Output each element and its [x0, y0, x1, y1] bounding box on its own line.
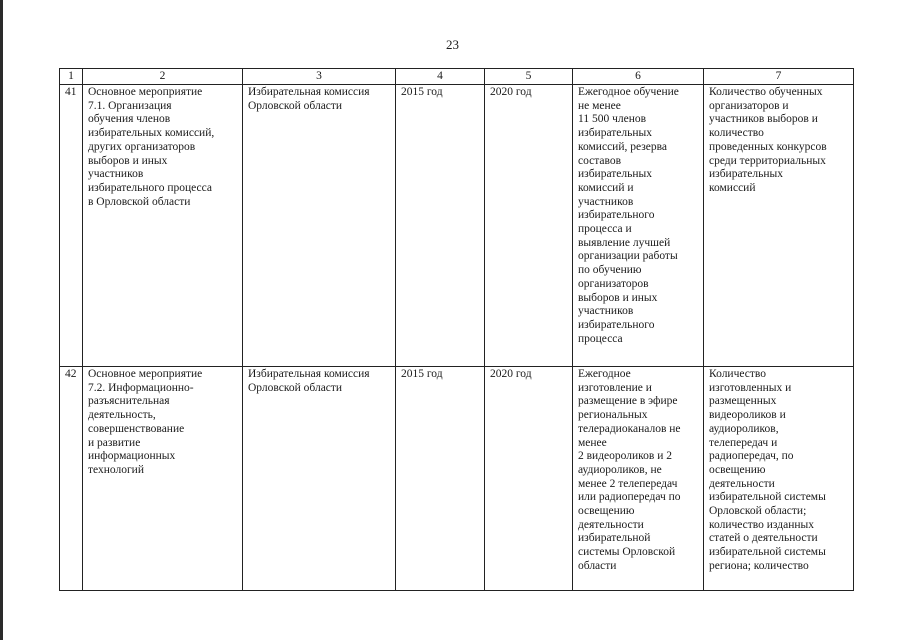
header-col-4: 4 [396, 69, 485, 85]
activity-name-cell: Основное мероприятие 7.1. Организация обучения членов избирательных комиссий, других организаторов выборов и иных участников избирательного процесса в Орловской области [83, 85, 243, 367]
responsible-executor-cell: Избирательная комиссия Орловской области [243, 367, 396, 591]
indicator-cell: Количество изготовленных и размещенных видеороликов и аудиороликов, телепередач и радиопередач, по освещению деятельности избирательной системы Орловской области; количество изданных статей о деятельности избирательной системы региона; количество [704, 367, 854, 591]
table-header-row [60, 69, 854, 85]
header-col-7: 7 [704, 69, 854, 85]
expected-result-cell: Ежегодное изготовление и размещение в эфире региональных телерадиоканалов не менее 2 видеороликов и 2 аудиороликов, не менее 2 телепередач или радиопередач по освещению деятельности избирательной системы Орловской области [573, 367, 704, 591]
end-year-cell: 2020 год [485, 85, 573, 367]
indicator-cell: Количество обученных организаторов и участников выборов и количество проведенных конкурсов среди территориальных избирательных комиссий [704, 85, 854, 367]
row-number: 41 [60, 85, 83, 367]
header-col-5: 5 [485, 69, 573, 85]
table-row [60, 85, 854, 367]
page-number: 23 [446, 37, 459, 52]
header-col-1: 1 [60, 69, 83, 85]
row-number: 42 [60, 367, 83, 591]
start-year-cell: 2015 год [396, 85, 485, 367]
end-year-cell: 2020 год [485, 367, 573, 591]
activity-name-cell: Основное мероприятие 7.2. Информационно- разъяснительная деятельность, совершенствование и развитие информационных технологий [83, 367, 243, 591]
table-row [60, 367, 854, 591]
expected-result-cell: Ежегодное обучение не менее 11 500 членов избирательных комиссий, резерва составов избирательных комиссий и участников избирательного процесса и выявление лучшей организации работы по обучению организаторов выборов и иных участников избирательного процесса [573, 85, 704, 367]
scan-edge-rule [0, 0, 3, 640]
header-col-2: 2 [83, 69, 243, 85]
responsible-executor-cell: Избирательная комиссия Орловской области [243, 85, 396, 367]
header-col-3: 3 [243, 69, 396, 85]
start-year-cell: 2015 год [396, 367, 485, 591]
activities-table [59, 68, 854, 591]
header-col-6: 6 [573, 69, 704, 85]
